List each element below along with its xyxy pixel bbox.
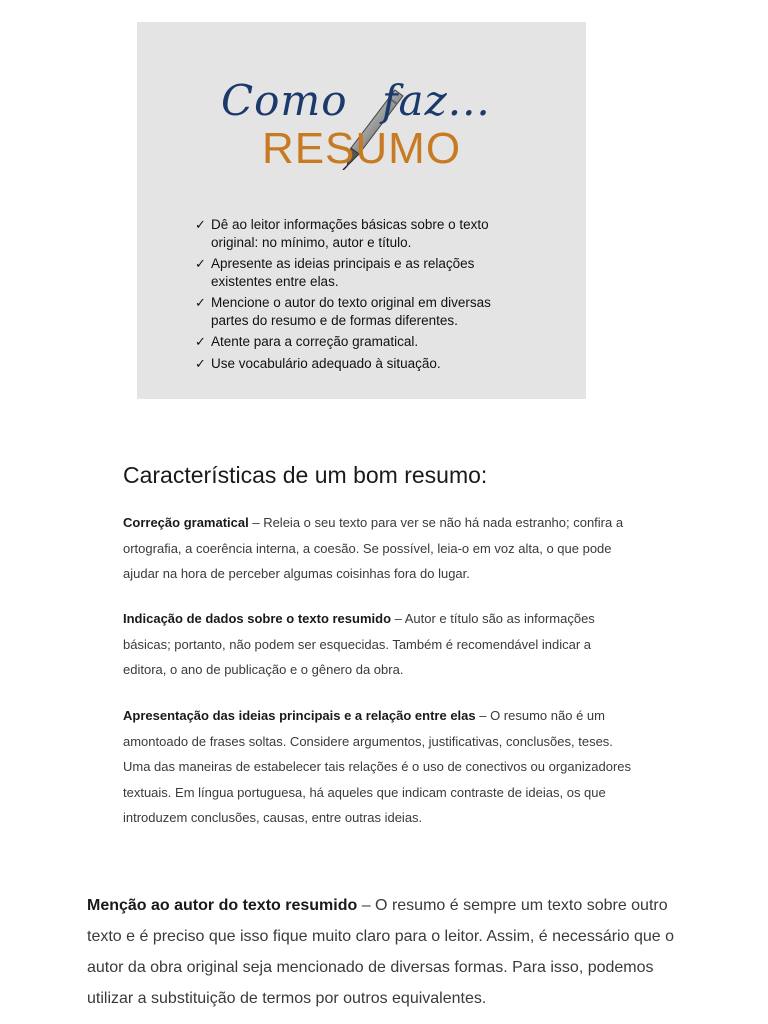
paragraph-text: – O resumo não é um amontoado de frases soltas. Considere argumentos, justificativas, conclusões, teses. Uma das maneiras de estabelecer tais relações é o uso de conectivos ou organizadores textuais. Em língua portuguesa, há aqueles que indicam contraste de ideias, os que introduzem conclusões, causas, entre outras ideias. xyxy=(123,708,632,825)
checklist-item xyxy=(195,255,525,290)
card-title-faz: faz... xyxy=(382,76,491,125)
checklist-item-text: Apresente as ideias principais e as relações existentes entre elas. xyxy=(211,256,475,289)
checklist-item xyxy=(195,294,525,329)
checklist-item-text: Atente para a correção gramatical. xyxy=(211,334,419,349)
card-subtitle: RESUMO xyxy=(261,124,462,173)
paragraph-heading: Menção ao autor do texto resumido xyxy=(87,897,358,914)
check-icon: ✓ xyxy=(195,355,206,371)
paragraph-mencao xyxy=(87,890,699,1014)
checklist-item xyxy=(195,355,525,373)
paragraph-text: – Autor e título são as informações básicas; portanto, não podem ser esquecidas. Também é recomendável indicar a editora, o ano de publicação e o gênero da obra. xyxy=(123,611,595,677)
section-title: Características de um bom resumo: xyxy=(123,462,488,488)
paragraph-heading: Correção gramatical xyxy=(123,515,249,530)
checklist-item-text: Mencione o autor do texto original em diversas partes do resumo e de formas diferentes. xyxy=(211,295,491,328)
paragraph-text: – O resumo é sempre um texto sobre outro texto e é preciso que isso fique muito claro para o leitor. Assim, é necessário que o autor da obra original seja mencionado de diversas formas. Para isso, podemos utilizar a substituição de termos por outros equivalentes. xyxy=(87,897,674,1007)
card-title-como: Como xyxy=(221,76,348,125)
paragraph-heading: Apresentação das ideias principais e a relação entre elas xyxy=(123,708,476,723)
paragraph-apresentacao xyxy=(123,703,633,831)
check-icon: ✓ xyxy=(195,334,206,349)
checklist-item-text: Use vocabulário adequado à situação. xyxy=(211,355,441,371)
checklist-item xyxy=(195,333,525,351)
paragraph-correcao xyxy=(123,510,633,587)
paragraph-text: – Releia o seu texto para ver se não há nada estranho; confira a ortografia, a coerência interna, a coesão. Se possível, leia-o em voz alta, o que pode ajudar na hora de perceber algumas coisinhas fora do lugar. xyxy=(123,515,624,581)
como-faz-resumo-card xyxy=(137,22,586,399)
checklist-item xyxy=(195,216,525,251)
checklist xyxy=(195,216,525,376)
check-icon: ✓ xyxy=(195,256,206,271)
paragraph-heading: Indicação de dados sobre o texto resumido xyxy=(123,611,392,626)
check-icon: ✓ xyxy=(195,217,206,232)
check-icon: ✓ xyxy=(195,295,206,310)
checklist-item-text: Dê ao leitor informações básicas sobre o texto original: no mínimo, autor e título. xyxy=(211,217,489,250)
paragraph-indicacao xyxy=(123,606,633,683)
